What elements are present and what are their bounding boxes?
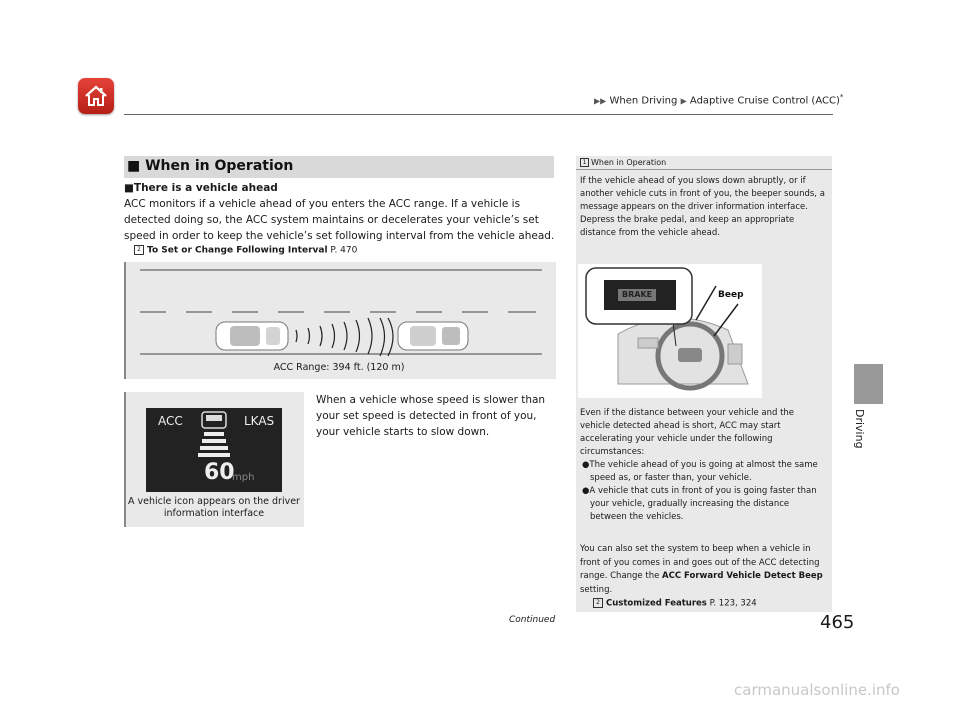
note-bullet-1-text: The vehicle ahead of you is going at almost the same speed as, or faster than, your vehicle. — [589, 460, 818, 483]
lkas-indicator: LKAS — [244, 414, 275, 428]
body-paragraph: ACC monitors if a vehicle ahead of you enters the ACC range. If a vehicle is detected doing so, the ACC system maintains or decelerates your vehicle’s set speed in order to keep the vehicle’s set following interval from the vehicle ahead. — [124, 198, 555, 242]
header-rule — [124, 114, 833, 115]
note-marker-icon: 1 — [580, 158, 589, 167]
bullet-dot-icon: ● — [582, 460, 590, 470]
bullet-dot-icon: ● — [582, 486, 590, 496]
breadcrumb — [594, 93, 843, 106]
chapter-tab-label: Driving — [853, 409, 866, 449]
subheading-square-icon: ■ — [124, 182, 134, 194]
breadcrumb-arrow-icon: ▶ — [680, 96, 687, 106]
section-square-icon: ■ — [127, 158, 141, 174]
note-header-text: When in Operation — [591, 158, 667, 167]
slow-down-paragraph: When a vehicle whose speed is slower than your set speed is detected in front of you, your vehicle starts to slow down. — [316, 394, 546, 438]
note-p1b-text: Depress the brake pedal, and keep an appropriate distance from the vehicle ahead. — [580, 215, 795, 238]
breadcrumb-link-when-driving[interactable]: When Driving — [609, 95, 678, 107]
home-icon — [78, 78, 114, 114]
brake-message: BRAKE — [622, 290, 653, 299]
note-p3-text-b: setting. — [580, 584, 613, 595]
note-p1-text: If the vehicle ahead of you slows down abruptly, or if another vehicle cuts in front of you, the beeper sounds, a message appears on the driver information interface. — [580, 176, 825, 212]
note-bullet-2-text: A vehicle that cuts in front of you is going faster than your vehicle, gradually increasing the distance between the vehicles. — [589, 486, 817, 522]
note-paragraph-1 — [580, 175, 826, 240]
note-header — [580, 158, 666, 167]
subheading-text: There is a vehicle ahead — [133, 182, 278, 194]
vehicle-ahead-icon — [398, 322, 468, 350]
note-p2-text: Even if the distance between your vehicle and the vehicle detected ahead is short, ACC may start accelerating your vehicle under the following circumstances: — [580, 408, 795, 457]
breadcrumb-arrow-icon: ▶▶ — [594, 96, 607, 106]
xref-arrow-icon: 2 — [134, 245, 144, 255]
driver-info-caption: A vehicle icon appears on the driver information interface — [128, 496, 300, 519]
chapter-tab-label-wrap — [850, 409, 890, 469]
note-xref-page: P. 123, 324 — [709, 598, 757, 609]
acc-indicator: ACC — [158, 414, 183, 428]
home-button[interactable] — [78, 78, 114, 114]
brake-warning-figure — [578, 264, 762, 398]
breadcrumb-current: Adaptive Cruise Control (ACC) — [689, 95, 840, 107]
note-xref-label: Customized Features — [606, 598, 707, 609]
acc-range-caption: ACC Range: 394 ft. (120 m) — [273, 362, 405, 373]
continued-label: Continued — [509, 615, 556, 625]
speed-value: 60 — [204, 460, 235, 485]
chapter-tab[interactable] — [854, 364, 883, 404]
note-bullet-1 — [580, 459, 826, 485]
note-paragraph-2 — [580, 407, 826, 524]
beep-label: Beep — [718, 290, 744, 300]
xref-arrow-icon: 2 — [593, 598, 603, 608]
own-car-icon — [216, 322, 288, 350]
note-paragraph-3 — [580, 543, 826, 597]
xref-following-interval[interactable] — [134, 245, 357, 256]
note-p3-text-a: You can also set the system to beep when a vehicle in front of you comes in and goes out of the ACC detecting range. Change the — [580, 544, 820, 581]
xref-page: P. 470 — [330, 245, 358, 256]
section-title-text: When in Operation — [145, 158, 294, 174]
steering-dashboard-illustration — [578, 264, 762, 398]
xref-customized-features[interactable] — [593, 598, 757, 609]
watermark: carmanualsonline.info — [734, 681, 900, 699]
note-p3-setting-name: ACC Forward Vehicle Detect Beep — [662, 571, 823, 581]
subheading — [124, 182, 278, 194]
note-bullet-2 — [580, 485, 826, 524]
page-number: 465 — [820, 612, 855, 633]
speed-unit: mph — [232, 472, 255, 483]
breadcrumb-asterisk: * — [839, 93, 844, 101]
section-title — [127, 158, 293, 174]
xref-label: To Set or Change Following Interval — [147, 245, 328, 256]
